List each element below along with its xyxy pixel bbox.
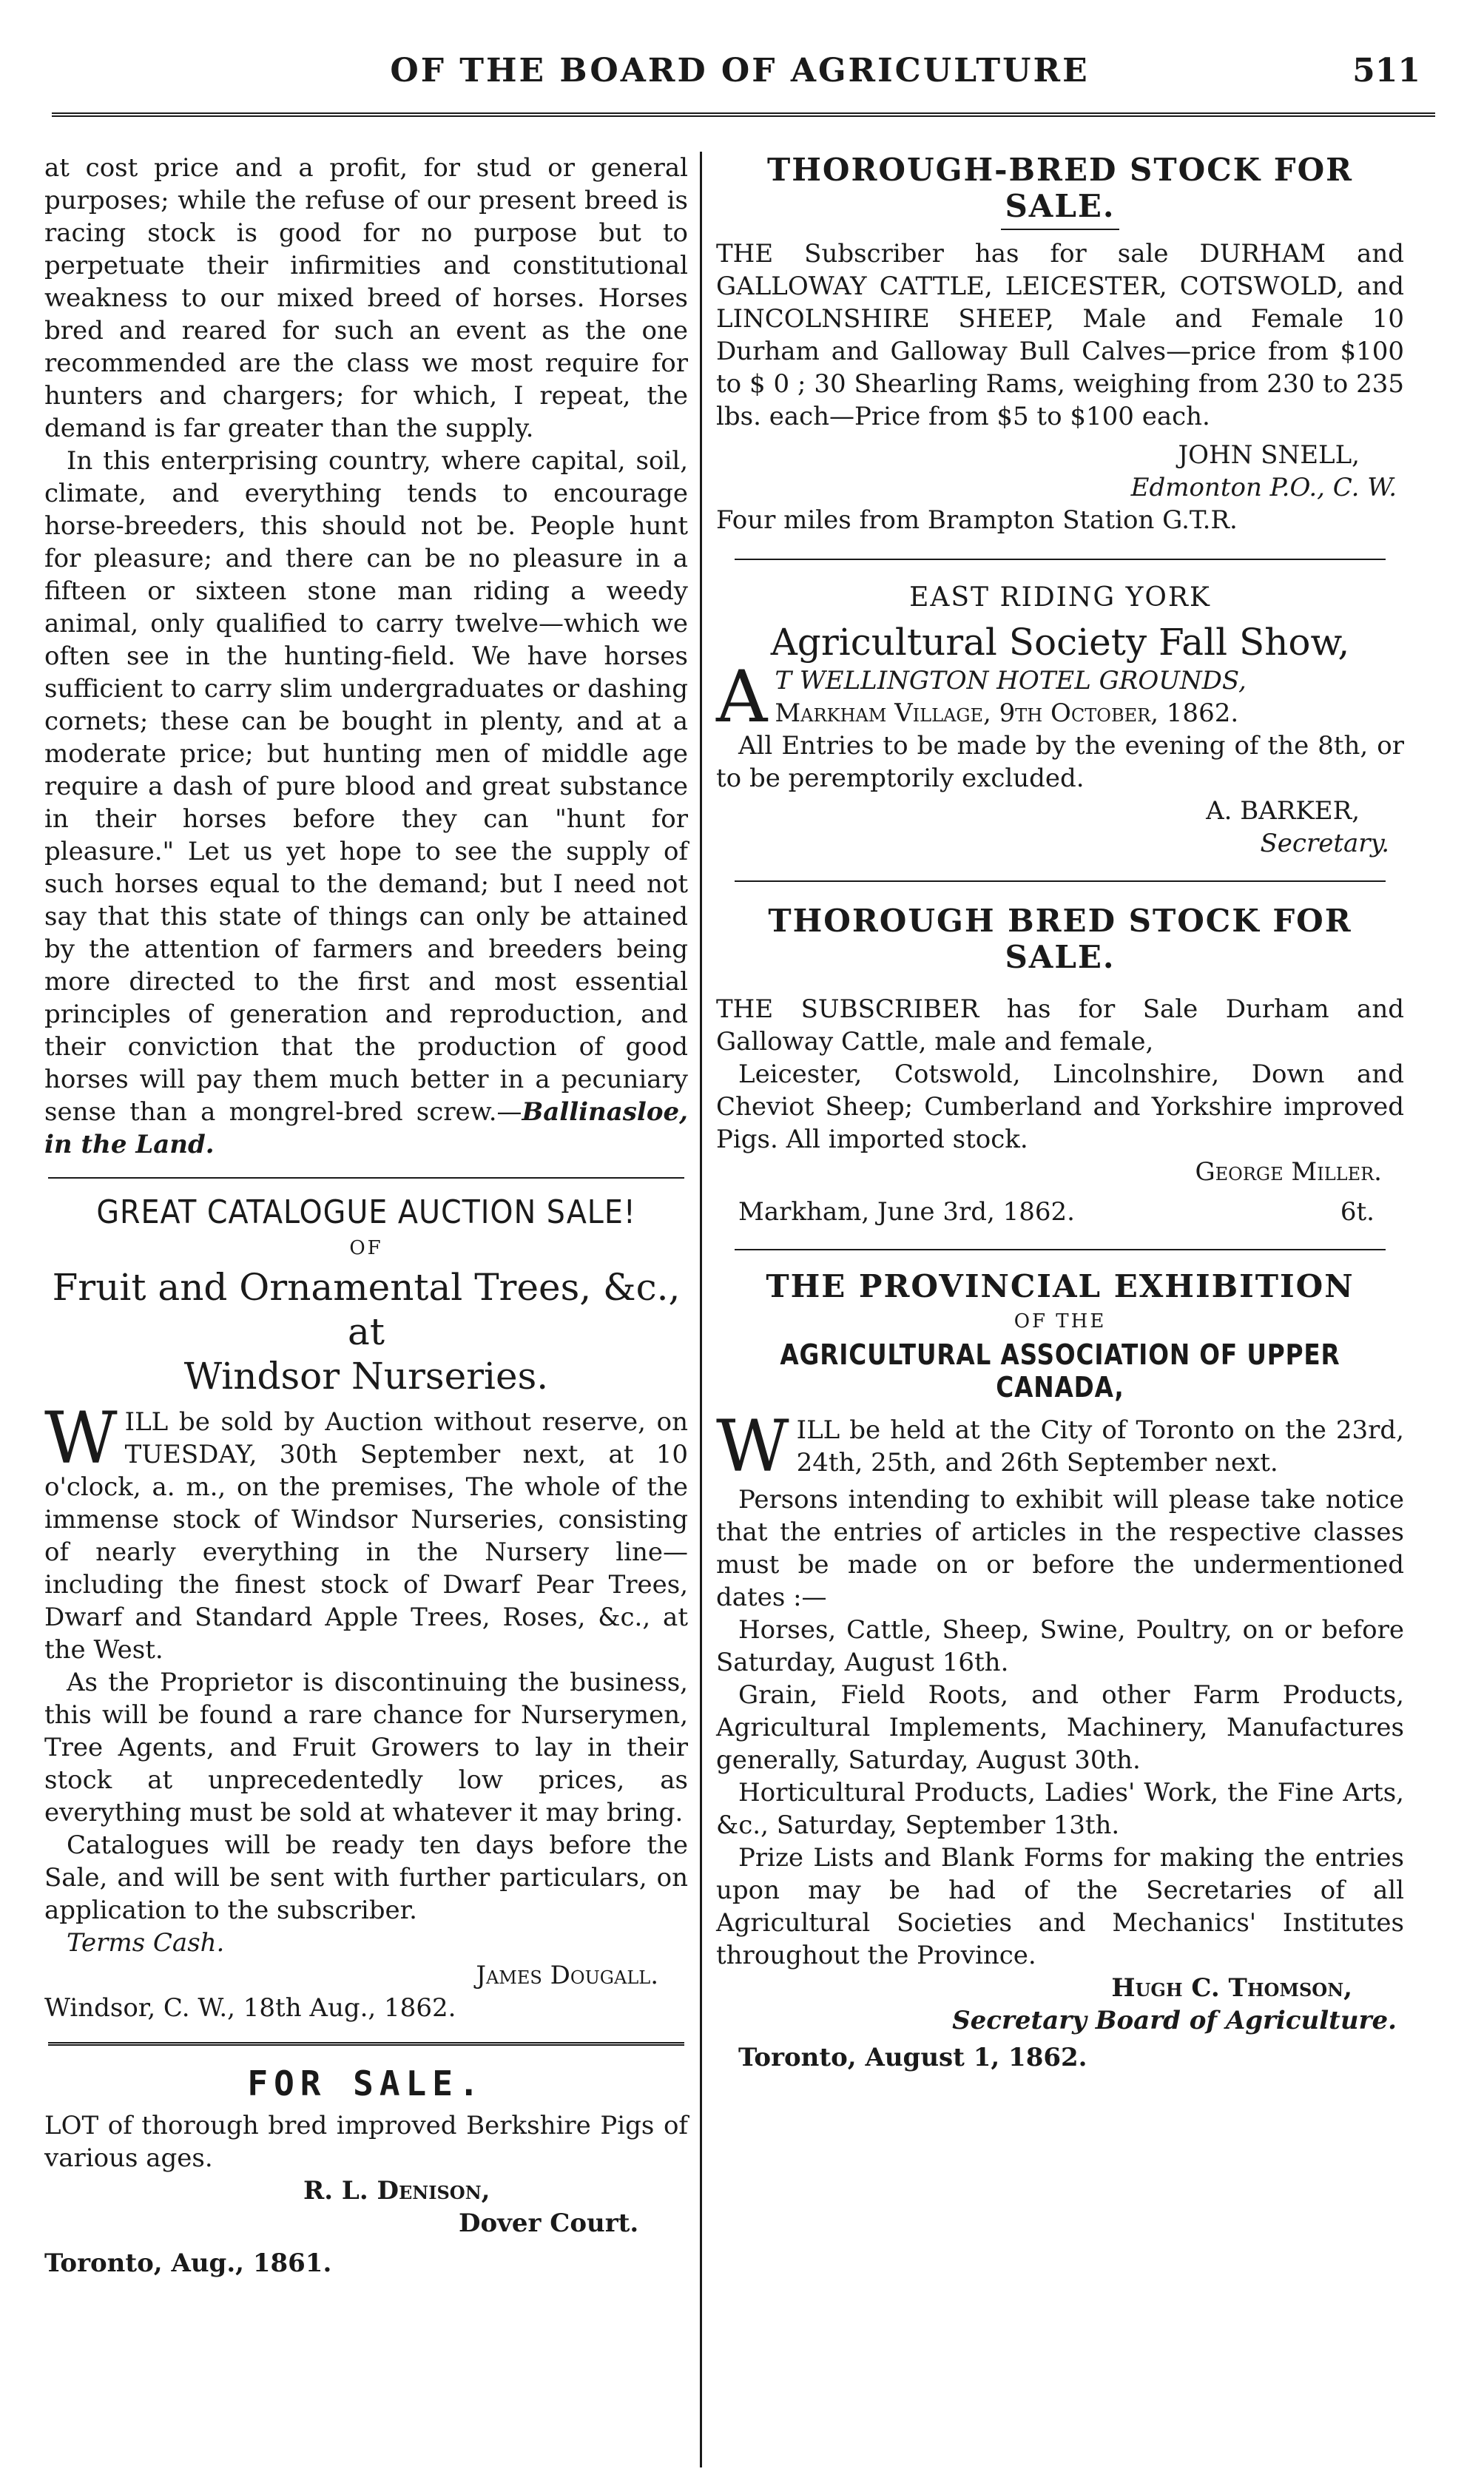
header-rule [52,112,1435,117]
auction-of: OF [349,1237,383,1259]
exhibition-paragraph: Prize Lists and Blank Forms for making the entries upon may be had of the Secretaries of all Agricultural Societies and Mechanics' Institutes throughout the Province. [716,1843,1404,1970]
article-source: Ballinasloe, in the Land. [44,1097,688,1159]
auction-terms: Terms Cash. [67,1928,225,1958]
divider [48,2042,684,2046]
snell-body: THE Subscriber has for sale DURHAM and GALLOWAY CATTLE, LEICESTER, COTSWOLD, and LINCOLNSHIRE SHEEP, Male and Female 10 Durham and Galloway Bull Calves—price from $100 to $ 0 ; 30 Shearling Rams, weighing from 230 to 235 lbs. each—Price from $5 to $100 each. [716,239,1404,431]
exhibition-subtitle: AGRICULTURAL ASSOCIATION OF UPPER CANADA, [780,1338,1340,1404]
divider [735,880,1386,882]
left-column [44,152,688,2280]
miller-dateline: Markham, June 3rd, 1862. [738,1197,1075,1227]
right-column [716,152,1404,2074]
divider [735,1249,1386,1250]
auction-advert [44,1193,688,2024]
miller-body: Leicester, Cotswold, Lincolnshire, Down and Cheviot Sheep; Cumberland and Yorkshire improved Pigs. All imported stock. [716,1059,1404,1154]
exhibition-advert [716,1268,1404,2074]
for-sale-advert [44,2063,688,2280]
auction-subtitle: Windsor Nurseries. [183,1355,549,1398]
drop-cap: W [44,1397,118,1480]
article-paragraph: at cost price and a profit, for stud or general purposes; while the refuse of our present breed is racing stock is good for no purpose but to perpetuate their infirmities and constitutional weakness to our mixed breed of horses. Horses bred and reared for such an event as the one recommended are the class we most require for hunters and chargers; for which, I repeat, the demand is far greater than the supply. [44,153,688,443]
article-paragraph: In this enterprising country, where capital, soil, climate, and everything tends to encourage horse-breeders, this should not be. People hunt for pleasure; and there can be no pleasure in a fifteen or sixteen stone man riding a weedy animal, only qualified to carry twelve—which we often see in the hunting-field. We have horses sufficient to carry slim undergraduates or dashing cornets; these can be bought in plenty, and at a moderate price; but hunting men of middle age require a dash of pure blood and great substance in their horses before they can "hunt for pleasure." Let us yet hope to see the supply of such horses equal to the demand; but I need not say that this state of things can only be attained by the attention of farmers and breeders being more directed to the first and most essential principles of generation and reproduction, and their conviction that the production of good horses will pay them much better in a pecuniary sense than a mongrel-bred screw.— [44,446,688,1127]
for-sale-dateline: Toronto, Aug., 1861. [44,2248,332,2278]
exhibition-title: THE PROVINCIAL EXHIBITION [766,1268,1355,1304]
exhibition-lead: ILL be held at the City of Toronto on the 23rd, 24th, 25th, and 26th September next. [796,1415,1404,1478]
exhibition-dateline: Toronto, August 1, 1862. [738,2043,1087,2072]
show-role: Secretary. [1260,829,1389,858]
show-venue: T WELLINGTON HOTEL GROUNDS, [775,666,1247,695]
auction-paragraph: ILL be sold by Auction without reserve, on TUESDAY, 30th September next, at 10 o'clock, a. m., on the premises, The whole of the immense stock of Windsor Nurseries, consisting of nearly everything in the Nursery line—including the finest stock of Dwarf Pear Trees, Dwarf and Standard Apple Trees, Roses, &c., at the West. [44,1407,688,1665]
miller-insertion: 6t. [1340,1197,1375,1227]
auction-title: GREAT CATALOGUE AUCTION SALE! [96,1193,636,1231]
miller-advert [716,903,1404,1228]
divider [735,559,1386,560]
show-signature: A. BARKER, [1206,796,1360,826]
snell-directions: Four miles from Brampton Station G.T.R. [716,505,1238,535]
exhibition-paragraph: Horses, Cattle, Sheep, Swine, Poultry, on or before Saturday, August 16th. [716,1615,1404,1677]
column-divider [700,152,702,2467]
snell-address: Edmonton P.O., C. W. [1130,473,1397,502]
page-header [44,52,1435,118]
auction-paragraph: Catalogues will be ready ten days before the Sale, and will be sent with further particulars, on application to the subscriber. [44,1830,688,1925]
for-sale-title: FOR SALE. [247,2063,485,2103]
show-body: All Entries to be made by the evening of the 8th, or to be peremptorily excluded. [716,731,1404,793]
auction-signature: James Dougall. [476,1961,658,1990]
snell-title: THOROUGH-BRED STOCK FOR SALE. [766,152,1354,224]
divider [1001,229,1119,230]
auction-paragraph: As the Proprietor is discontinuing the business, this will be found a rare chance for Nurserymen, Tree Agents, and Fruit Growers to lay in their stock at unprecedentedly low prices, as everything must be sold at whatever it may bring. [44,1668,688,1827]
show-title: Agricultural Society Fall Show, [770,621,1350,664]
drop-cap: W [716,1405,789,1488]
show-kicker: EAST RIDING YORK [909,582,1211,613]
auction-subtitle: Fruit and Ornamental Trees, &c., at [52,1266,681,1353]
exhibition-role: Secretary Board of Agriculture. [952,2006,1397,2035]
show-date: Markham Village, 9th October, 1862. [775,698,1239,728]
for-sale-body: LOT of thorough bred improved Berkshire Pigs of various ages. [44,2111,688,2173]
auction-dateline: Windsor, C. W., 18th Aug., 1862. [44,1993,456,2023]
exhibition-signature: Hugh C. Thomson, [1111,1973,1352,2003]
exhibition-paragraph: Persons intending to exhibit will please take notice that the entries of articles in the respective classes must be made on or before the undermentioned dates :— [716,1485,1404,1612]
miller-title: THOROUGH BRED STOCK FOR SALE. [768,903,1352,975]
exhibition-of: OF THE [1013,1310,1107,1333]
exhibition-paragraph: Grain, Field Roots, and other Farm Products, Agricultural Implements, Machinery, Manufactures generally, Saturday, August 30th. [716,1680,1404,1775]
for-sale-signature: R. L. Denison, [303,2176,490,2206]
page-number: 511 [1352,52,1420,90]
snell-signature: JOHN SNELL, [1178,440,1360,470]
exhibition-paragraph: Horticultural Products, Ladies' Work, the Fine Arts, &c., Saturday, September 13th. [716,1778,1404,1840]
miller-signature: George Miller. [1195,1157,1382,1187]
running-head: OF THE BOARD OF AGRICULTURE [390,52,1090,90]
for-sale-location: Dover Court. [459,2209,639,2238]
drop-cap: A [716,656,768,738]
miller-body: THE SUBSCRIBER has for Sale Durham and Galloway Cattle, male and female, [716,994,1404,1057]
divider [48,1177,684,1179]
show-advert [716,582,1404,860]
snell-advert [716,152,1404,536]
